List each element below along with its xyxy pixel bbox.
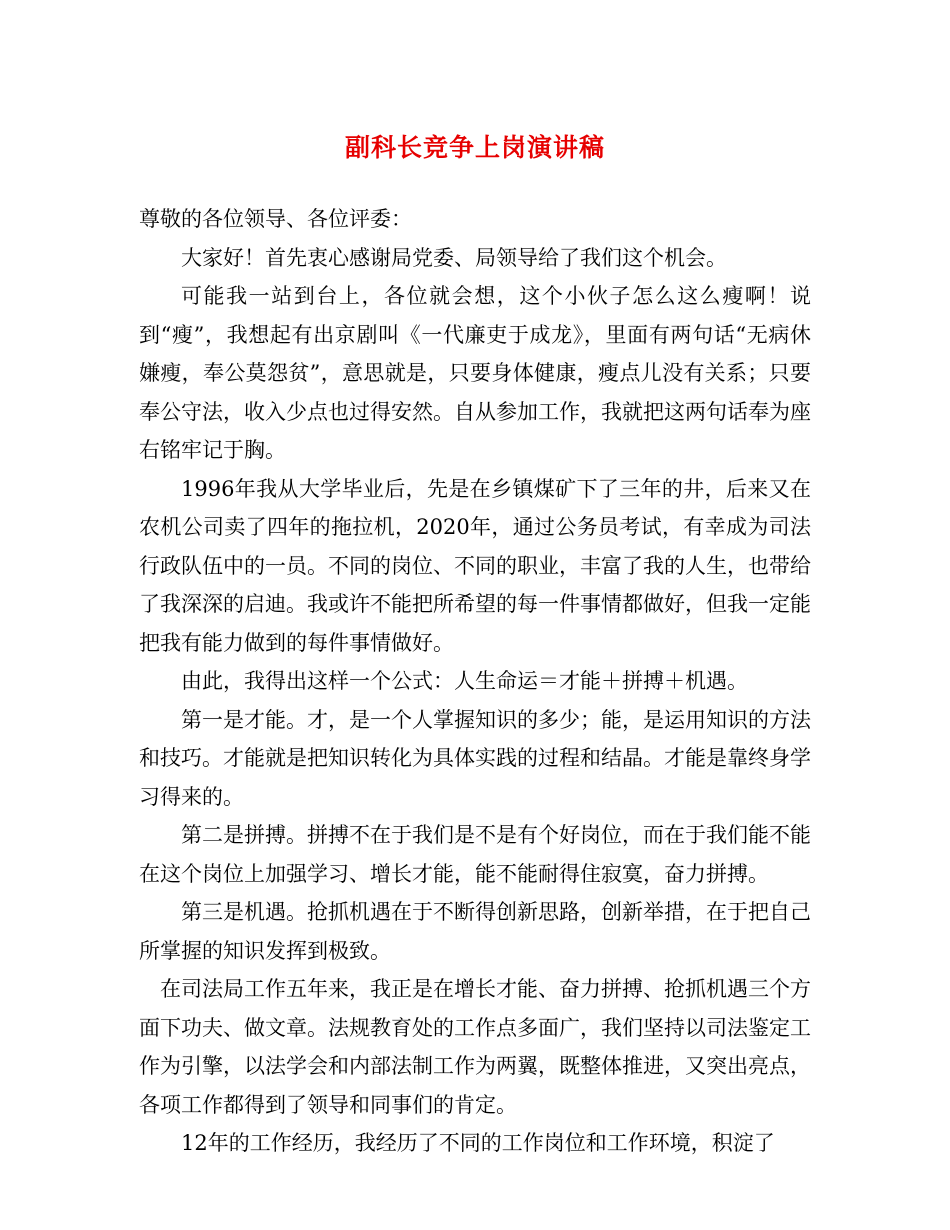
salutation: 尊敬的各位领导、各位评委： [139, 207, 412, 231]
paragraph-talent: 第一是才能。才，是一个人掌握知识的多少；能，是运用知识的方法和技巧。才能就是把知识转化为具体实践的过程和结晶。才能是靠终身学习得来的。 [139, 707, 811, 809]
document-title: 副科长竞争上岗演讲稿 [344, 133, 605, 162]
paragraph-opportunity: 第三是机遇。抢抓机遇在于不断得创新思路，创新举措，在于把自己所掌握的知识发挥到极致。 [139, 900, 811, 963]
paragraph-experience: 12年的工作经历，我经历了不同的工作岗位和工作环境，积淀了 [181, 1131, 775, 1155]
paragraph-motto: 可能我一站到台上，各位就会想，这个小伙子怎么这么瘦啊！说到“瘦”，我想起有出京剧叫《一代廉吏于成龙》，里面有两句话“无病休嫌瘦，奉公莫怨贫”，意思就是，只要身体健康，瘦点儿没有关系；只要奉公守法，收入少点也过得安然。自从参加工作，我就把这两句话奉为座右铭牢记于胸。 [139, 284, 811, 462]
paragraph-greeting: 大家好！首先衷心感谢局党委、局领导给了我们这个机会。 [181, 245, 727, 270]
paragraph-formula: 由此，我得出这样一个公式：人生命运＝才能＋拼搏＋机遇。 [181, 669, 748, 693]
paragraph-work-summary: 在司法局工作五年来，我正是在增长才能、奋力拼搏、抢抓机遇三个方面下功夫、做文章。法规教育处的工作点多面广，我们坚持以司法鉴定工作为引擎，以法学会和内部法制工作为两翼，既整体推进，又突出亮点，各项工作都得到了领导和同事们的肯定。 [139, 977, 811, 1117]
paragraph-struggle: 第二是拼搏。拼搏不在于我们是不是有个好岗位，而在于我们能不能在这个岗位上加强学习、增长才能，能不能耐得住寂寞，奋力拼搏。 [139, 823, 811, 886]
document-body [139, 200, 811, 1163]
paragraph-career: 1996年我从大学毕业后，先是在乡镇煤矿下了三年的井，后来又在农机公司卖了四年的拖拉机，2020年，通过公务员考试，有幸成为司法行政队伍中的一员。不同的岗位、不同的职业，丰富了我的人生，也带给了我深深的启迪。我或许不能把所希望的每一件事情都做好，但我一定能把我有能力做到的每件事情做好。 [139, 476, 811, 655]
